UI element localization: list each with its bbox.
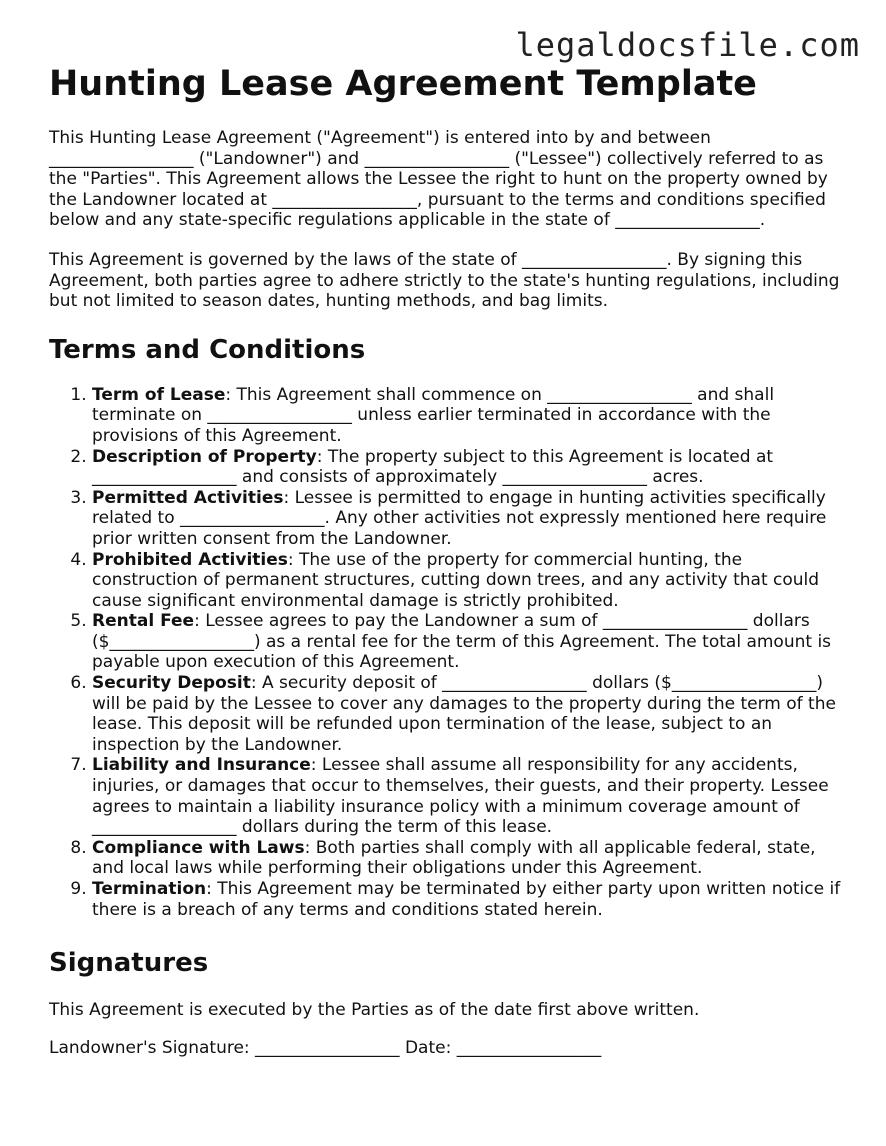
term-label: Description of Property [92,446,317,467]
term-text: : Lessee agrees to pay the Landowner a sum of _________________ dollars ($_________________) as a rental fee for the term of this Agreement. The total amount is payable upon execution of this Agreement. [92,611,832,673]
term-text: : Both parties shall comply with all applicable federal, state, and local laws while performing their obligations under this Agreement. [92,837,816,879]
site-watermark: legaldocsfile.com [515,26,860,64]
term-label: Permitted Activities [92,487,284,508]
term-item [92,838,849,879]
term-label: Rental Fee [92,611,195,632]
term-item [92,385,849,447]
term-item [92,550,849,612]
term-label: Liability and Insurance [92,755,311,776]
term-item [92,755,849,837]
term-item [92,611,849,673]
term-item [92,673,849,755]
document-title: Hunting Lease Agreement Template [49,64,757,104]
term-text: : Lessee is permitted to engage in hunting activities specifically related to _________________. Any other activities not expressly mentioned here require prior written consent from the Landowner. [92,487,827,549]
document-page [49,60,849,1058]
term-text: : The use of the property for commercial hunting, the construction of permanent structures, cutting down trees, and any activity that could cause significant environmental damage is strictly prohibited. [92,549,820,611]
execution-paragraph: This Agreement is executed by the Parties as of the date first above written. [49,1000,700,1021]
terms-list [49,385,849,920]
term-text: : The property subject to this Agreement is located at _________________ and consists of approximately _________________ acres. [92,446,774,488]
term-item [92,488,849,550]
governing-law-paragraph: This Agreement is governed by the laws of the state of _________________. By signing this Agreement, both parties agree to adhere strictly to the state's hunting regulations, including but not limited to season dates, hunting methods, and bag limits. [49,249,840,312]
term-item [92,879,849,920]
term-label: Security Deposit [92,673,251,694]
term-text: : A security deposit of _________________ dollars ($_________________) will be paid by the Lessee to cover any damages to the property during the term of the lease. This deposit will be refunded upon termination of the lease, subject to an inspection by the Landowner. [92,673,836,755]
term-label: Compliance with Laws [92,837,305,858]
signatures-heading: Signatures [49,948,209,979]
term-label: Term of Lease [92,384,226,405]
term-text: : This Agreement shall commence on _________________ and shall terminate on _________________ unless earlier terminated in accordance with the provisions of this Agreement. [92,384,775,446]
term-text: : Lessee shall assume all responsibility for any accidents, injuries, or damages that occur to themselves, their guests, and their property. Lessee agrees to maintain a liability insurance policy with a minimum coverage amount of _________________ dollars during the term of this lease. [92,755,829,838]
term-label: Termination [92,879,207,899]
term-label: Prohibited Activities [92,549,288,570]
term-item [92,447,849,488]
term-text: : This Agreement may be terminated by either party upon written notice if there is a breach of any terms and conditions stated herein. [92,879,841,920]
landowner-signature-line: Landowner's Signature: _________________ Date: _________________ [49,1037,602,1058]
terms-heading: Terms and Conditions [49,334,366,365]
intro-paragraph: This Hunting Lease Agreement ("Agreement") is entered into by and between _________________ ("Landowner") and _________________ ("Lessee") collectively referred to as the "Parties". This Agreement allows the Lessee the right to hunt on the property owned by the Landowner located at _________________, pursuant to the terms and conditions specified below and any state-specific regulations applicable in the state of _________________. [49,128,828,231]
